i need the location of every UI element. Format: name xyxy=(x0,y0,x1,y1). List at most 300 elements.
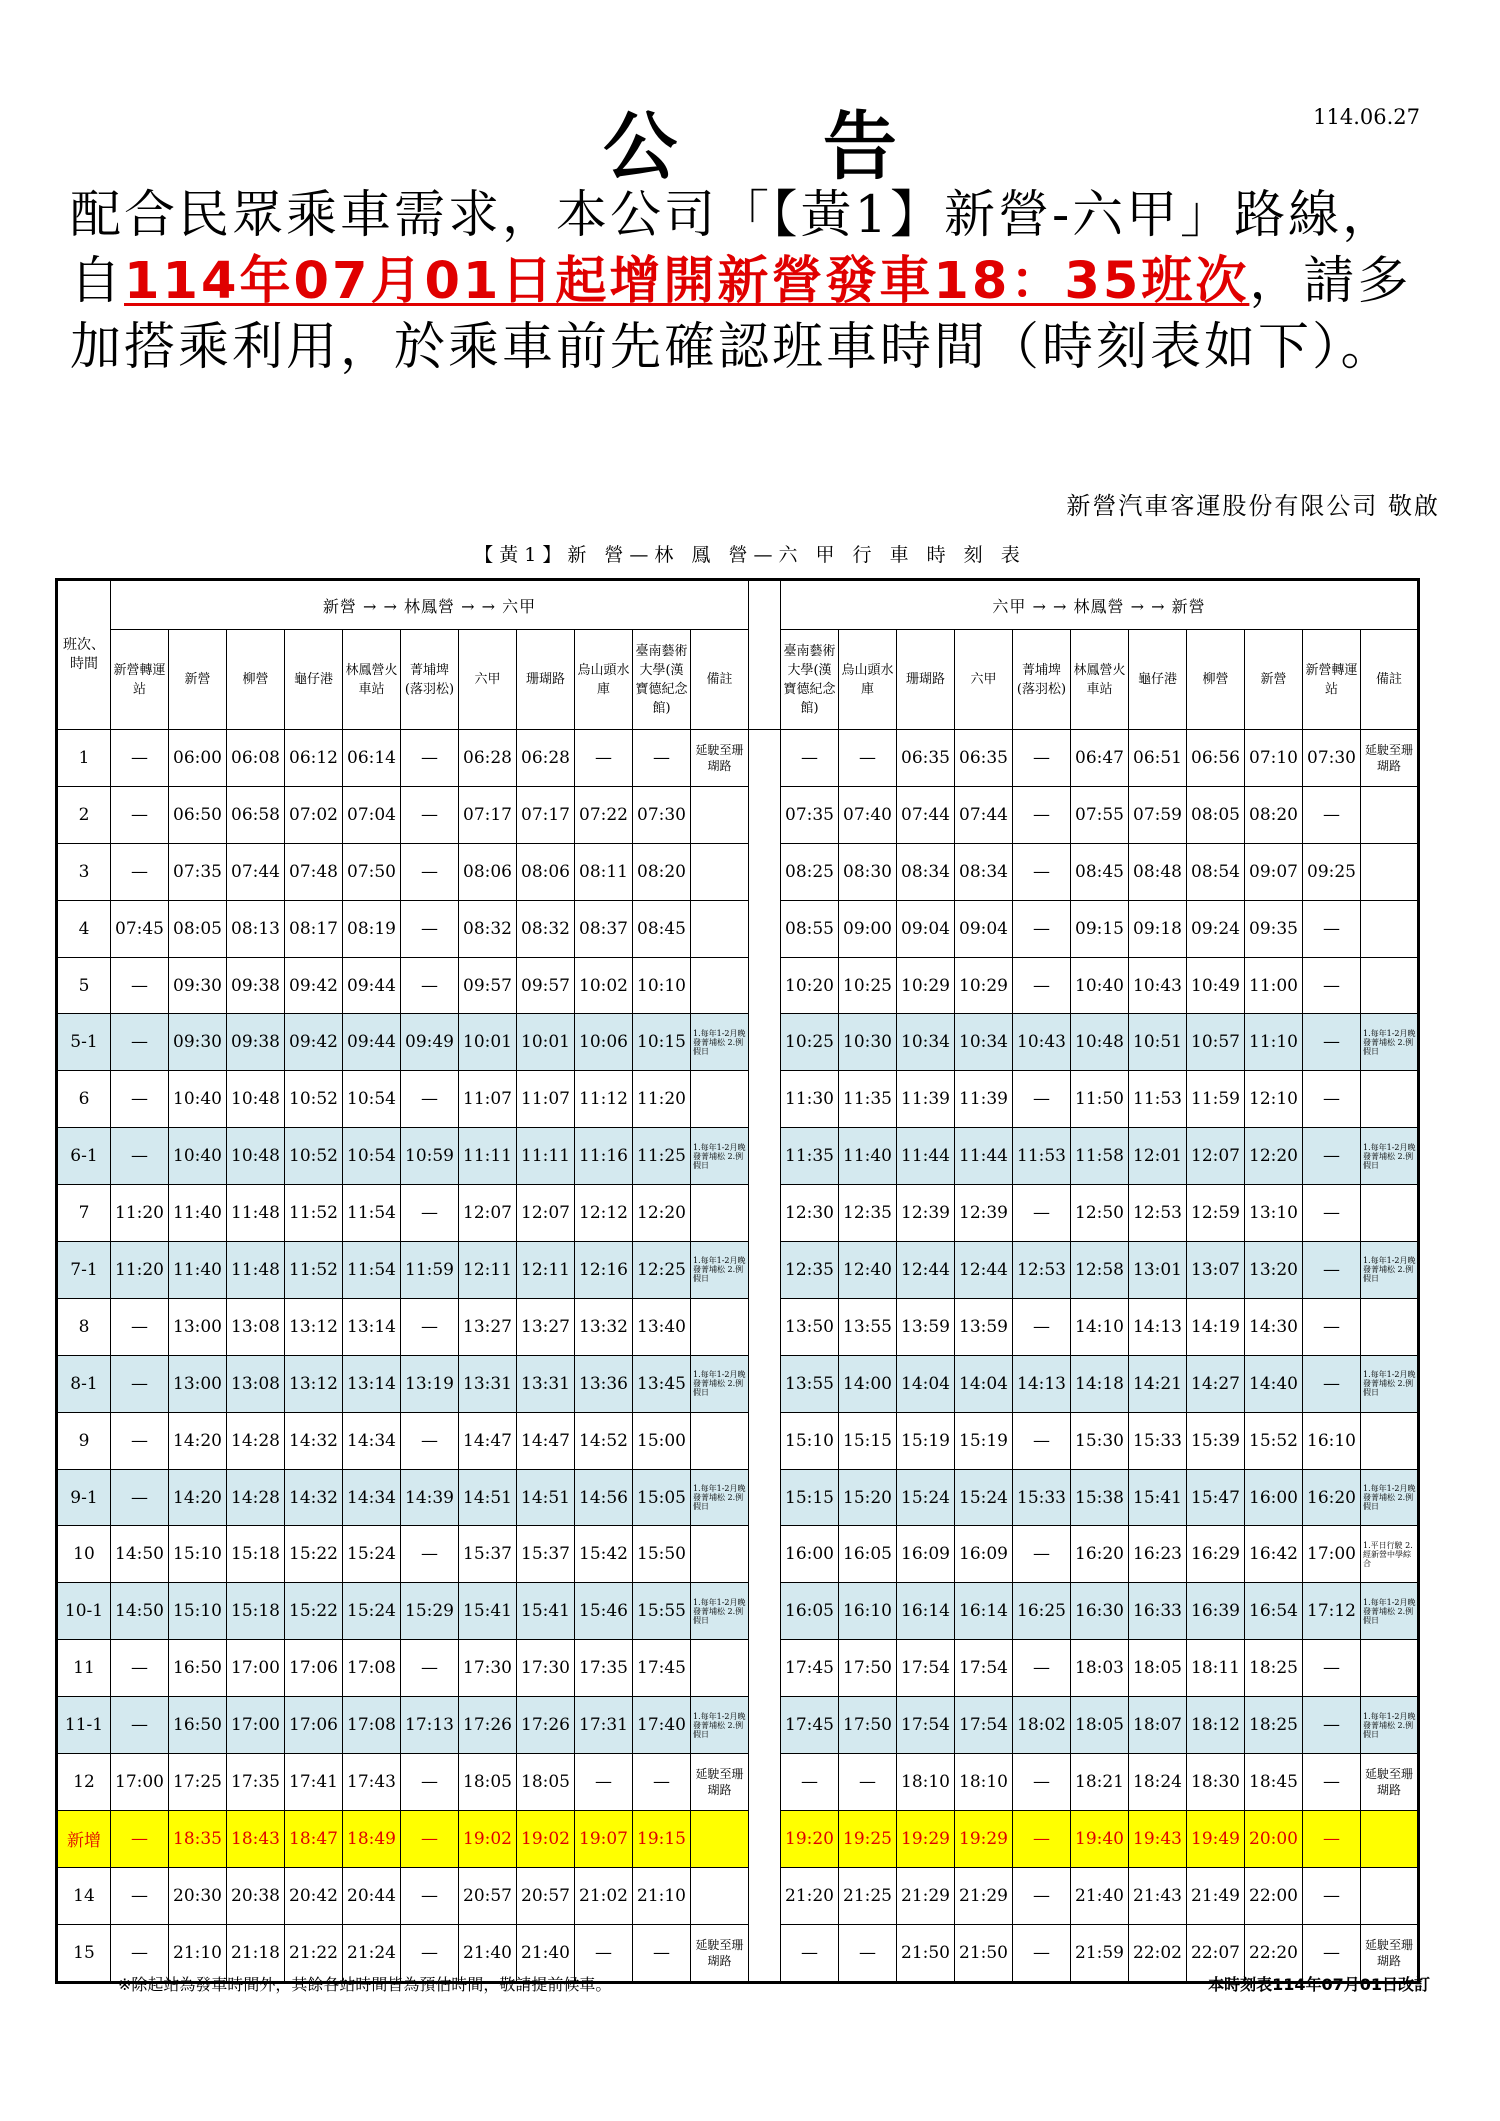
inbound-remark: 1.平日行駛 2.經新營中學綜合 xyxy=(1361,1526,1419,1583)
trip-number: 2 xyxy=(57,786,111,843)
notice-highlight: 114年07月01日起增開新營發車18：35班次 xyxy=(124,252,1250,311)
outbound-time: — xyxy=(111,843,169,900)
outbound-time: — xyxy=(401,786,459,843)
header-inbound-station: 柳營 xyxy=(1187,630,1245,730)
inbound-time: 16:00 xyxy=(781,1526,839,1583)
outbound-time: 18:47 xyxy=(285,1810,343,1867)
inbound-time: 12:59 xyxy=(1187,1185,1245,1242)
outbound-time: 17:30 xyxy=(459,1640,517,1697)
outbound-time: 06:00 xyxy=(169,730,227,787)
inbound-time: — xyxy=(1303,1640,1361,1697)
inbound-time: 12:10 xyxy=(1245,1071,1303,1128)
trip-number: 9-1 xyxy=(57,1469,111,1526)
column-gap xyxy=(749,1526,781,1583)
header-outbound: 新營 → → 林鳳營 → → 六甲 xyxy=(111,580,749,630)
inbound-time: 12:07 xyxy=(1187,1128,1245,1185)
inbound-time: — xyxy=(1303,1754,1361,1811)
outbound-time: 10:02 xyxy=(575,957,633,1014)
inbound-time: 19:43 xyxy=(1129,1810,1187,1867)
inbound-time: — xyxy=(1013,1867,1071,1924)
outbound-time: 20:30 xyxy=(169,1867,227,1924)
inbound-time: 16:05 xyxy=(839,1526,897,1583)
column-gap xyxy=(749,1128,781,1185)
outbound-time: — xyxy=(401,1640,459,1697)
column-gap xyxy=(749,1867,781,1924)
inbound-time: 15:33 xyxy=(1129,1412,1187,1469)
inbound-time: — xyxy=(1303,1242,1361,1299)
inbound-time: 09:25 xyxy=(1303,843,1361,900)
inbound-time: 19:29 xyxy=(897,1810,955,1867)
trip-number: 7 xyxy=(57,1185,111,1242)
outbound-time: 13:12 xyxy=(285,1355,343,1412)
outbound-time: 15:50 xyxy=(633,1526,691,1583)
inbound-remark: 延駛至珊瑚路 xyxy=(1361,1924,1419,1982)
inbound-time: 17:45 xyxy=(781,1640,839,1697)
inbound-time: 08:54 xyxy=(1187,843,1245,900)
outbound-time: 14:28 xyxy=(227,1469,285,1526)
outbound-time: 15:24 xyxy=(343,1526,401,1583)
outbound-time: 07:45 xyxy=(111,900,169,957)
inbound-time: 11:58 xyxy=(1071,1128,1129,1185)
inbound-time: 19:25 xyxy=(839,1810,897,1867)
outbound-time: 08:37 xyxy=(575,900,633,957)
inbound-time: 17:12 xyxy=(1303,1583,1361,1640)
column-gap xyxy=(749,843,781,900)
header-inbound-station: 備註 xyxy=(1361,630,1419,730)
inbound-time: 16:10 xyxy=(1303,1412,1361,1469)
inbound-remark: 延駛至珊瑚路 xyxy=(1361,1754,1419,1811)
outbound-time: — xyxy=(111,1071,169,1128)
column-gap xyxy=(749,1014,781,1071)
inbound-time: 14:21 xyxy=(1129,1355,1187,1412)
inbound-time: 11:35 xyxy=(839,1071,897,1128)
outbound-time: 17:25 xyxy=(169,1754,227,1811)
inbound-time: 07:30 xyxy=(1303,730,1361,787)
inbound-time: 16:23 xyxy=(1129,1526,1187,1583)
outbound-time: 09:30 xyxy=(169,1014,227,1071)
outbound-time: 10:48 xyxy=(227,1071,285,1128)
inbound-time: 07:55 xyxy=(1071,786,1129,843)
inbound-time: 12:40 xyxy=(839,1242,897,1299)
trip-number: 1 xyxy=(57,730,111,787)
inbound-time: 18:05 xyxy=(1071,1697,1129,1754)
inbound-time: 15:38 xyxy=(1071,1469,1129,1526)
inbound-time: 10:34 xyxy=(897,1014,955,1071)
outbound-time: 20:57 xyxy=(517,1867,575,1924)
inbound-time: 14:04 xyxy=(955,1355,1013,1412)
trip-number: 新增 xyxy=(57,1810,111,1867)
outbound-time: 17:41 xyxy=(285,1754,343,1811)
table-row xyxy=(57,957,1419,1014)
outbound-time: 17:08 xyxy=(343,1640,401,1697)
inbound-time: 07:10 xyxy=(1245,730,1303,787)
table-row xyxy=(57,1810,1419,1867)
outbound-time: 10:52 xyxy=(285,1071,343,1128)
inbound-time: — xyxy=(1013,843,1071,900)
inbound-time: 06:35 xyxy=(955,730,1013,787)
outbound-time: 20:44 xyxy=(343,1867,401,1924)
outbound-time: 17:26 xyxy=(459,1697,517,1754)
inbound-time: — xyxy=(1013,1298,1071,1355)
outbound-time: 18:05 xyxy=(517,1754,575,1811)
outbound-time: — xyxy=(111,1355,169,1412)
outbound-time: 09:38 xyxy=(227,1014,285,1071)
outbound-time: — xyxy=(111,1924,169,1982)
inbound-time: 18:05 xyxy=(1129,1640,1187,1697)
outbound-time: 13:31 xyxy=(459,1355,517,1412)
outbound-time: 12:20 xyxy=(633,1185,691,1242)
inbound-time: 08:55 xyxy=(781,900,839,957)
outbound-time: 17:08 xyxy=(343,1697,401,1754)
inbound-time: — xyxy=(1303,1697,1361,1754)
header-trip-time: 班次、時間 xyxy=(57,580,111,730)
table-row xyxy=(57,1071,1419,1128)
inbound-time: 22:02 xyxy=(1129,1924,1187,1982)
table-row xyxy=(57,1583,1419,1640)
inbound-time: 15:47 xyxy=(1187,1469,1245,1526)
outbound-time: 11:16 xyxy=(575,1128,633,1185)
outbound-time: 08:32 xyxy=(459,900,517,957)
inbound-remark xyxy=(1361,1640,1419,1697)
outbound-time: — xyxy=(111,1128,169,1185)
outbound-remark xyxy=(691,900,749,957)
outbound-time: 17:35 xyxy=(575,1640,633,1697)
outbound-time: 07:35 xyxy=(169,843,227,900)
inbound-time: 18:03 xyxy=(1071,1640,1129,1697)
inbound-time: — xyxy=(1013,1526,1071,1583)
inbound-time: 21:59 xyxy=(1071,1924,1129,1982)
outbound-time: — xyxy=(111,1640,169,1697)
announcement-date: 114.06.27 xyxy=(1313,105,1420,129)
inbound-time: 14:18 xyxy=(1071,1355,1129,1412)
inbound-time: 09:35 xyxy=(1245,900,1303,957)
outbound-remark xyxy=(691,1185,749,1242)
outbound-time: 09:57 xyxy=(517,957,575,1014)
outbound-time: 10:48 xyxy=(227,1128,285,1185)
outbound-remark: 1.每年1-2月晚發菁埔松 2.例假日 xyxy=(691,1583,749,1640)
inbound-time: 09:04 xyxy=(955,900,1013,957)
inbound-time: 16:33 xyxy=(1129,1583,1187,1640)
inbound-time: 09:24 xyxy=(1187,900,1245,957)
outbound-time: 07:48 xyxy=(285,843,343,900)
outbound-remark: 延駛至珊瑚路 xyxy=(691,1754,749,1811)
column-gap xyxy=(749,1924,781,1982)
inbound-time: 10:57 xyxy=(1187,1014,1245,1071)
table-row xyxy=(57,900,1419,957)
table-row xyxy=(57,843,1419,900)
outbound-time: 17:00 xyxy=(111,1754,169,1811)
outbound-remark: 1.每年1-2月晚發菁埔松 2.例假日 xyxy=(691,1355,749,1412)
outbound-time: 13:12 xyxy=(285,1298,343,1355)
outbound-time: 09:44 xyxy=(343,957,401,1014)
inbound-time: — xyxy=(1303,1924,1361,1982)
inbound-time: 17:54 xyxy=(897,1697,955,1754)
inbound-time: 11:39 xyxy=(955,1071,1013,1128)
outbound-time: 19:15 xyxy=(633,1810,691,1867)
outbound-time: 10:54 xyxy=(343,1071,401,1128)
inbound-time: 21:29 xyxy=(955,1867,1013,1924)
inbound-time: 13:07 xyxy=(1187,1242,1245,1299)
inbound-time: — xyxy=(1013,1810,1071,1867)
header-inbound-station: 新營 xyxy=(1245,630,1303,730)
inbound-time: 21:20 xyxy=(781,1867,839,1924)
outbound-time: 17:45 xyxy=(633,1640,691,1697)
column-gap xyxy=(749,957,781,1014)
outbound-time: 18:35 xyxy=(169,1810,227,1867)
outbound-time: 17:26 xyxy=(517,1697,575,1754)
outbound-time: 10:40 xyxy=(169,1071,227,1128)
inbound-time: 17:54 xyxy=(955,1697,1013,1754)
outbound-time: 13:27 xyxy=(517,1298,575,1355)
outbound-time: — xyxy=(111,786,169,843)
outbound-time: 07:02 xyxy=(285,786,343,843)
inbound-time: 18:45 xyxy=(1245,1754,1303,1811)
inbound-time: 11:35 xyxy=(781,1128,839,1185)
inbound-time: — xyxy=(839,1924,897,1982)
outbound-time: 14:32 xyxy=(285,1469,343,1526)
outbound-time: 11:59 xyxy=(401,1242,459,1299)
inbound-remark: 1.每年1-2月晚發菁埔松 2.例假日 xyxy=(1361,1469,1419,1526)
outbound-time: — xyxy=(111,1298,169,1355)
outbound-time: 06:14 xyxy=(343,730,401,787)
outbound-time: 06:28 xyxy=(459,730,517,787)
inbound-time: 21:50 xyxy=(955,1924,1013,1982)
inbound-time: 15:33 xyxy=(1013,1469,1071,1526)
outbound-time: 12:07 xyxy=(459,1185,517,1242)
header-outbound-station: 珊瑚路 xyxy=(517,630,575,730)
outbound-time: — xyxy=(111,1412,169,1469)
outbound-time: 15:37 xyxy=(517,1526,575,1583)
trip-number: 5-1 xyxy=(57,1014,111,1071)
outbound-time: 13:40 xyxy=(633,1298,691,1355)
outbound-time: 11:25 xyxy=(633,1128,691,1185)
outbound-time: 06:12 xyxy=(285,730,343,787)
inbound-time: 10:20 xyxy=(781,957,839,1014)
outbound-time: 13:08 xyxy=(227,1298,285,1355)
inbound-remark: 1.每年1-2月晚發菁埔松 2.例假日 xyxy=(1361,1014,1419,1071)
inbound-time: — xyxy=(1303,1014,1361,1071)
outbound-time: 13:27 xyxy=(459,1298,517,1355)
outbound-time: 09:38 xyxy=(227,957,285,1014)
inbound-time: 20:00 xyxy=(1245,1810,1303,1867)
inbound-time: 15:19 xyxy=(955,1412,1013,1469)
outbound-time: — xyxy=(401,843,459,900)
outbound-time: 15:55 xyxy=(633,1583,691,1640)
outbound-time: 11:40 xyxy=(169,1242,227,1299)
outbound-remark xyxy=(691,843,749,900)
inbound-time: 17:54 xyxy=(955,1640,1013,1697)
outbound-time: — xyxy=(401,1810,459,1867)
outbound-time: 12:12 xyxy=(575,1185,633,1242)
outbound-remark xyxy=(691,1867,749,1924)
company-signature: 新營汽車客運股份有限公司 敬啟 xyxy=(1066,492,1440,520)
outbound-time: — xyxy=(401,1526,459,1583)
outbound-time: 07:30 xyxy=(633,786,691,843)
outbound-time: 15:22 xyxy=(285,1526,343,1583)
outbound-time: 15:42 xyxy=(575,1526,633,1583)
header-outbound-station: 柳營 xyxy=(227,630,285,730)
inbound-time: — xyxy=(1013,1754,1071,1811)
inbound-time: 08:48 xyxy=(1129,843,1187,900)
outbound-time: — xyxy=(401,1071,459,1128)
table-row xyxy=(57,1355,1419,1412)
column-gap xyxy=(749,730,781,787)
inbound-remark: 延駛至珊瑚路 xyxy=(1361,730,1419,787)
outbound-remark: 1.每年1-2月晚發菁埔松 2.例假日 xyxy=(691,1128,749,1185)
inbound-time: 10:25 xyxy=(781,1014,839,1071)
outbound-time: 17:13 xyxy=(401,1697,459,1754)
inbound-time: — xyxy=(1303,1867,1361,1924)
inbound-time: 15:41 xyxy=(1129,1469,1187,1526)
outbound-remark: 延駛至珊瑚路 xyxy=(691,1924,749,1982)
outbound-time: 18:49 xyxy=(343,1810,401,1867)
outbound-time: 21:40 xyxy=(517,1924,575,1982)
inbound-time: 12:53 xyxy=(1129,1185,1187,1242)
inbound-time: 10:29 xyxy=(897,957,955,1014)
header-outbound-station: 臺南藝術大學(漢寶德紀念館) xyxy=(633,630,691,730)
inbound-time: — xyxy=(1013,1924,1071,1982)
inbound-time: 08:30 xyxy=(839,843,897,900)
inbound-time: 06:51 xyxy=(1129,730,1187,787)
inbound-time: 10:43 xyxy=(1129,957,1187,1014)
inbound-time: 21:25 xyxy=(839,1867,897,1924)
header-outbound-station: 龜仔港 xyxy=(285,630,343,730)
timetable-body xyxy=(57,730,1419,1983)
trip-number: 10 xyxy=(57,1526,111,1583)
inbound-remark: 1.每年1-2月晚發菁埔松 2.例假日 xyxy=(1361,1697,1419,1754)
outbound-time: — xyxy=(401,1867,459,1924)
inbound-time: 16:09 xyxy=(897,1526,955,1583)
inbound-remark xyxy=(1361,1298,1419,1355)
inbound-time: 08:25 xyxy=(781,843,839,900)
outbound-time: 17:06 xyxy=(285,1640,343,1697)
inbound-time: 06:56 xyxy=(1187,730,1245,787)
header-inbound-station: 臺南藝術大學(漢寶德紀念館) xyxy=(781,630,839,730)
inbound-time: 10:25 xyxy=(839,957,897,1014)
inbound-time: 14:04 xyxy=(897,1355,955,1412)
outbound-time: 14:50 xyxy=(111,1583,169,1640)
inbound-time: 18:10 xyxy=(897,1754,955,1811)
outbound-time: 14:51 xyxy=(459,1469,517,1526)
column-gap xyxy=(749,900,781,957)
outbound-time: — xyxy=(111,1469,169,1526)
table-row xyxy=(57,786,1419,843)
inbound-time: 17:00 xyxy=(1303,1526,1361,1583)
inbound-time: 11:44 xyxy=(955,1128,1013,1185)
outbound-time: 06:28 xyxy=(517,730,575,787)
outbound-time: 14:56 xyxy=(575,1469,633,1526)
inbound-time: 17:50 xyxy=(839,1640,897,1697)
inbound-time: 16:30 xyxy=(1071,1583,1129,1640)
inbound-time: 16:54 xyxy=(1245,1583,1303,1640)
outbound-time: 16:50 xyxy=(169,1697,227,1754)
inbound-time: 10:43 xyxy=(1013,1014,1071,1071)
inbound-time: 07:59 xyxy=(1129,786,1187,843)
outbound-time: 13:00 xyxy=(169,1298,227,1355)
column-gap xyxy=(749,1242,781,1299)
column-gap xyxy=(749,786,781,843)
outbound-time: 06:50 xyxy=(169,786,227,843)
outbound-time: 14:47 xyxy=(459,1412,517,1469)
inbound-time: 09:00 xyxy=(839,900,897,957)
outbound-time: 14:52 xyxy=(575,1412,633,1469)
table-row xyxy=(57,1469,1419,1526)
inbound-time: — xyxy=(1013,1071,1071,1128)
outbound-time: 14:32 xyxy=(285,1412,343,1469)
inbound-time: 22:00 xyxy=(1245,1867,1303,1924)
table-row xyxy=(57,1697,1419,1754)
trip-number: 4 xyxy=(57,900,111,957)
outbound-time: 09:44 xyxy=(343,1014,401,1071)
outbound-time: 07:50 xyxy=(343,843,401,900)
outbound-time: — xyxy=(111,1697,169,1754)
outbound-time: 10:52 xyxy=(285,1128,343,1185)
inbound-time: — xyxy=(1303,786,1361,843)
outbound-time: 18:05 xyxy=(459,1754,517,1811)
outbound-time: 17:31 xyxy=(575,1697,633,1754)
outbound-remark xyxy=(691,957,749,1014)
table-row xyxy=(57,1128,1419,1185)
outbound-time: 15:05 xyxy=(633,1469,691,1526)
inbound-time: 16:20 xyxy=(1303,1469,1361,1526)
column-gap xyxy=(749,1412,781,1469)
inbound-time: — xyxy=(781,1924,839,1982)
inbound-time: 11:10 xyxy=(1245,1014,1303,1071)
inbound-time: 14:00 xyxy=(839,1355,897,1412)
inbound-remark: 1.每年1-2月晚發菁埔松 2.例假日 xyxy=(1361,1583,1419,1640)
table-row xyxy=(57,1526,1419,1583)
outbound-time: 10:15 xyxy=(633,1014,691,1071)
trip-number: 6 xyxy=(57,1071,111,1128)
inbound-remark xyxy=(1361,1810,1419,1867)
inbound-time: 15:24 xyxy=(897,1469,955,1526)
outbound-time: 15:18 xyxy=(227,1583,285,1640)
outbound-time: 11:20 xyxy=(111,1185,169,1242)
inbound-time: 14:40 xyxy=(1245,1355,1303,1412)
outbound-time: 09:49 xyxy=(401,1014,459,1071)
outbound-time: 08:13 xyxy=(227,900,285,957)
header-outbound-station: 烏山頭水庫 xyxy=(575,630,633,730)
outbound-time: 06:08 xyxy=(227,730,285,787)
timetable-grid xyxy=(55,578,1420,1984)
inbound-time: 21:49 xyxy=(1187,1867,1245,1924)
inbound-time: 08:20 xyxy=(1245,786,1303,843)
inbound-time: — xyxy=(1013,786,1071,843)
inbound-time: — xyxy=(1013,957,1071,1014)
inbound-time: 08:34 xyxy=(897,843,955,900)
inbound-time: 13:10 xyxy=(1245,1185,1303,1242)
inbound-time: 13:50 xyxy=(781,1298,839,1355)
inbound-time: 07:44 xyxy=(897,786,955,843)
outbound-time: 15:24 xyxy=(343,1583,401,1640)
outbound-time: 19:02 xyxy=(459,1810,517,1867)
trip-number: 3 xyxy=(57,843,111,900)
outbound-remark xyxy=(691,1071,749,1128)
outbound-time: 07:44 xyxy=(227,843,285,900)
inbound-time: — xyxy=(839,1754,897,1811)
inbound-remark xyxy=(1361,786,1419,843)
inbound-time: 12:20 xyxy=(1245,1128,1303,1185)
inbound-time: 16:00 xyxy=(1245,1469,1303,1526)
inbound-time: 19:20 xyxy=(781,1810,839,1867)
outbound-time: 14:34 xyxy=(343,1469,401,1526)
outbound-time: — xyxy=(401,1412,459,1469)
inbound-time: 08:05 xyxy=(1187,786,1245,843)
outbound-time: 13:31 xyxy=(517,1355,575,1412)
header-inbound: 六甲 → → 林鳳營 → → 新營 xyxy=(781,580,1419,630)
outbound-time: — xyxy=(111,1867,169,1924)
inbound-time: 18:24 xyxy=(1129,1754,1187,1811)
